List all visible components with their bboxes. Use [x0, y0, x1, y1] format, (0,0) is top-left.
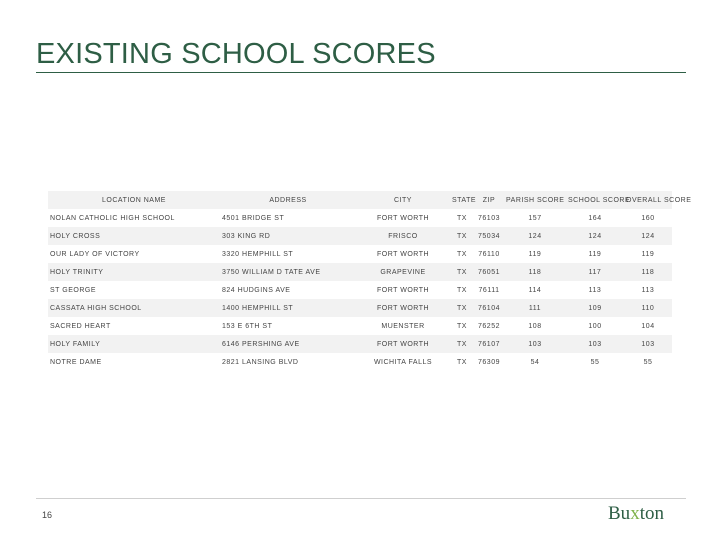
header-overall-score: OVERALL SCORE — [626, 196, 692, 204]
cell-overall-score: 103 — [641, 340, 655, 348]
cell-zip: 76104 — [478, 304, 500, 312]
cell-parish-score: 108 — [528, 322, 542, 330]
header-zip: ZIP — [482, 196, 496, 204]
cell-address: 153 E 6TH ST — [222, 322, 273, 330]
cell-parish-score: 124 — [528, 232, 542, 240]
cell-state: TX — [457, 340, 467, 348]
cell-zip: 76309 — [478, 358, 500, 366]
logo-text-start: Bu — [608, 503, 631, 524]
table-row — [48, 245, 672, 263]
page-number: 16 — [42, 510, 53, 520]
cell-location-name: NOLAN CATHOLIC HIGH SCHOOL — [50, 214, 175, 222]
cell-overall-score: 55 — [643, 358, 653, 366]
cell-state: TX — [457, 232, 467, 240]
cell-parish-score: 103 — [528, 340, 542, 348]
cell-school-score: 103 — [588, 340, 602, 348]
table-row — [48, 263, 672, 281]
cell-zip: 76107 — [478, 340, 500, 348]
cell-state: TX — [457, 322, 467, 330]
header-address: ADDRESS — [269, 196, 307, 204]
cell-school-score: 113 — [588, 286, 602, 294]
table-row — [48, 281, 672, 299]
cell-address: 1400 HEMPHILL ST — [222, 304, 294, 312]
cell-parish-score: 157 — [528, 214, 542, 222]
cell-zip: 76103 — [478, 214, 500, 222]
cell-school-score: 119 — [588, 250, 602, 258]
cell-state: TX — [457, 250, 467, 258]
table-row — [48, 317, 672, 335]
buxton-logo — [608, 503, 664, 525]
cell-location-name: SACRED HEART — [50, 322, 111, 330]
cell-state: TX — [457, 304, 467, 312]
table-header-row — [48, 191, 672, 209]
cell-address: 2821 LANSING BLVD — [222, 358, 299, 366]
table-row — [48, 299, 672, 317]
cell-location-name: ST GEORGE — [50, 286, 96, 294]
cell-school-score: 100 — [588, 322, 602, 330]
table-row — [48, 209, 672, 227]
cell-location-name: HOLY TRINITY — [50, 268, 104, 276]
cell-school-score: 124 — [588, 232, 602, 240]
cell-city: FORT WORTH — [376, 340, 430, 348]
cell-city: GRAPEVINE — [380, 268, 426, 276]
table-row — [48, 335, 672, 353]
cell-address: 3750 WILLIAM D TATE AVE — [222, 268, 321, 276]
cell-address: 4501 BRIDGE ST — [222, 214, 285, 222]
cell-parish-score: 119 — [528, 250, 542, 258]
table-row — [48, 227, 672, 245]
cell-city: FORT WORTH — [376, 250, 430, 258]
header-state: STATE — [452, 196, 477, 204]
cell-overall-score: 104 — [641, 322, 655, 330]
cell-address: 6146 PERSHING AVE — [222, 340, 300, 348]
cell-address: 3320 HEMPHILL ST — [222, 250, 294, 258]
cell-state: TX — [457, 268, 467, 276]
header-location-name: LOCATION NAME — [102, 196, 166, 204]
cell-overall-score: 113 — [641, 286, 655, 294]
cell-location-name: CASSATA HIGH SCHOOL — [50, 304, 142, 312]
cell-school-score: 109 — [588, 304, 602, 312]
header-city: CITY — [394, 196, 412, 204]
header-parish-score: PARISH SCORE — [506, 196, 565, 204]
cell-city: FRISCO — [388, 232, 418, 240]
cell-zip: 75034 — [478, 232, 500, 240]
title-divider — [36, 72, 686, 73]
logo-text-end: ton — [639, 503, 664, 524]
cell-location-name: HOLY CROSS — [50, 232, 101, 240]
cell-overall-score: 124 — [641, 232, 655, 240]
cell-city: FORT WORTH — [376, 286, 430, 294]
table-row — [48, 353, 672, 371]
cell-address: 303 KING RD — [222, 232, 271, 240]
cell-state: TX — [457, 358, 467, 366]
cell-city: MUENSTER — [381, 322, 425, 330]
cell-school-score: 164 — [588, 214, 602, 222]
cell-city: WICHITA FALLS — [373, 358, 433, 366]
cell-overall-score: 160 — [641, 214, 655, 222]
cell-school-score: 55 — [590, 358, 600, 366]
cell-parish-score: 118 — [528, 268, 542, 276]
cell-location-name: OUR LADY OF VICTORY — [50, 250, 140, 258]
slide-title: EXISTING SCHOOL SCORES — [36, 38, 436, 70]
cell-zip: 76111 — [478, 286, 500, 294]
cell-location-name: HOLY FAMILY — [50, 340, 101, 348]
cell-address: 824 HUDGINS AVE — [222, 286, 291, 294]
footer-divider — [36, 498, 686, 499]
cell-parish-score: 114 — [528, 286, 542, 294]
logo-text-accent: x — [630, 503, 640, 524]
cell-location-name: NOTRE DAME — [50, 358, 102, 366]
school-scores-table — [48, 191, 692, 371]
cell-overall-score: 110 — [641, 304, 655, 312]
cell-state: TX — [457, 214, 467, 222]
cell-city: FORT WORTH — [376, 214, 430, 222]
cell-overall-score: 118 — [641, 268, 655, 276]
cell-overall-score: 119 — [641, 250, 655, 258]
cell-zip: 76051 — [478, 268, 500, 276]
header-school-score: SCHOOL SCORE — [568, 196, 631, 204]
cell-parish-score: 54 — [530, 358, 540, 366]
cell-zip: 76252 — [478, 322, 500, 330]
cell-zip: 76110 — [478, 250, 500, 258]
cell-school-score: 117 — [588, 268, 602, 276]
cell-parish-score: 111 — [528, 304, 542, 312]
cell-city: FORT WORTH — [376, 304, 430, 312]
cell-state: TX — [457, 286, 467, 294]
